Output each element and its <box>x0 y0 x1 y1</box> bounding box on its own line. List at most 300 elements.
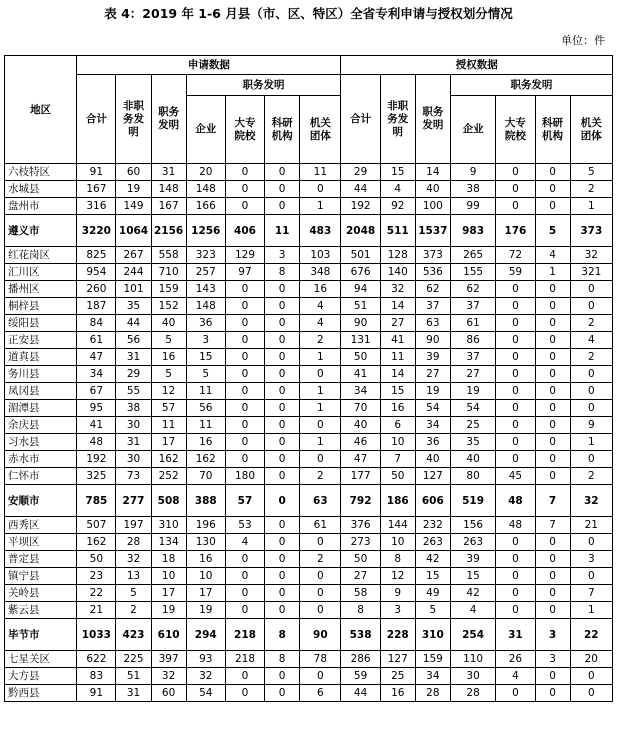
value-cell: 2 <box>300 551 341 568</box>
table-row <box>5 247 613 264</box>
value-cell: 0 <box>265 568 300 585</box>
value-cell: 0 <box>496 298 535 315</box>
table-row <box>5 281 613 298</box>
value-cell: 159 <box>151 281 186 298</box>
value-cell: 0 <box>265 468 300 485</box>
value-cell: 4 <box>496 668 535 685</box>
header-app-research: 科研机构 <box>265 96 300 164</box>
value-cell: 0 <box>496 281 535 298</box>
value-cell: 45 <box>496 468 535 485</box>
value-cell: 4 <box>535 247 570 264</box>
table-row <box>5 400 613 417</box>
value-cell: 2 <box>300 468 341 485</box>
value-cell: 5 <box>116 585 151 602</box>
header-app-service-invention: 职务发明 <box>186 75 341 96</box>
value-cell: 323 <box>186 247 225 264</box>
value-cell: 61 <box>450 315 495 332</box>
table-row <box>5 349 613 366</box>
value-cell: 10 <box>151 568 186 585</box>
value-cell: 86 <box>450 332 495 349</box>
value-cell: 0 <box>265 602 300 619</box>
value-cell: 67 <box>77 383 116 400</box>
value-cell: 25 <box>450 417 495 434</box>
value-cell: 388 <box>186 485 225 517</box>
value-cell: 103 <box>300 247 341 264</box>
header-grant-university: 大专院校 <box>496 96 535 164</box>
value-cell: 90 <box>415 332 450 349</box>
value-cell: 192 <box>77 451 116 468</box>
value-cell: 2 <box>300 332 341 349</box>
value-cell: 22 <box>570 619 612 651</box>
table-row <box>5 332 613 349</box>
table-row <box>5 164 613 181</box>
value-cell: 196 <box>186 517 225 534</box>
value-cell: 11 <box>380 349 415 366</box>
value-cell: 17 <box>186 585 225 602</box>
value-cell: 31 <box>151 164 186 181</box>
value-cell: 0 <box>265 198 300 215</box>
value-cell: 610 <box>151 619 186 651</box>
value-cell: 0 <box>535 468 570 485</box>
value-cell: 0 <box>535 349 570 366</box>
value-cell: 17 <box>151 585 186 602</box>
table-row <box>5 298 613 315</box>
value-cell: 0 <box>265 534 300 551</box>
value-cell: 0 <box>496 585 535 602</box>
value-cell: 1064 <box>116 215 151 247</box>
value-cell: 0 <box>535 434 570 451</box>
value-cell: 48 <box>496 517 535 534</box>
value-cell: 36 <box>186 315 225 332</box>
value-cell: 1 <box>535 264 570 281</box>
value-cell: 72 <box>496 247 535 264</box>
value-cell: 325 <box>77 468 116 485</box>
value-cell: 0 <box>300 451 341 468</box>
region-name: 汇川区 <box>5 264 77 281</box>
value-cell: 35 <box>450 434 495 451</box>
value-cell: 218 <box>225 651 264 668</box>
region-name: 大方县 <box>5 668 77 685</box>
value-cell: 538 <box>341 619 380 651</box>
value-cell: 16 <box>300 281 341 298</box>
header-grant-total: 合计 <box>341 75 380 164</box>
value-cell: 152 <box>151 298 186 315</box>
value-cell: 0 <box>300 534 341 551</box>
value-cell: 0 <box>535 451 570 468</box>
value-cell: 99 <box>450 198 495 215</box>
value-cell: 176 <box>496 215 535 247</box>
table-row <box>5 366 613 383</box>
value-cell: 0 <box>535 551 570 568</box>
value-cell: 397 <box>151 651 186 668</box>
value-cell: 0 <box>225 332 264 349</box>
value-cell: 0 <box>225 568 264 585</box>
value-cell: 34 <box>415 417 450 434</box>
region-name: 普定县 <box>5 551 77 568</box>
value-cell: 4 <box>225 534 264 551</box>
value-cell: 6 <box>300 685 341 702</box>
value-cell: 148 <box>151 181 186 198</box>
value-cell: 263 <box>415 534 450 551</box>
value-cell: 228 <box>380 619 415 651</box>
value-cell: 6 <box>380 417 415 434</box>
value-cell: 0 <box>570 400 612 417</box>
value-cell: 21 <box>570 517 612 534</box>
value-cell: 676 <box>341 264 380 281</box>
region-name: 七星关区 <box>5 651 77 668</box>
value-cell: 149 <box>116 198 151 215</box>
value-cell: 11 <box>151 417 186 434</box>
region-name: 关岭县 <box>5 585 77 602</box>
value-cell: 0 <box>225 181 264 198</box>
value-cell: 1 <box>300 198 341 215</box>
header-app-enterprise: 企业 <box>186 96 225 164</box>
value-cell: 0 <box>570 568 612 585</box>
value-cell: 12 <box>151 383 186 400</box>
value-cell: 8 <box>265 651 300 668</box>
value-cell: 31 <box>116 349 151 366</box>
value-cell: 423 <box>116 619 151 651</box>
table-row <box>5 417 613 434</box>
value-cell: 93 <box>186 651 225 668</box>
value-cell: 90 <box>300 619 341 651</box>
value-cell: 622 <box>77 651 116 668</box>
value-cell: 140 <box>380 264 415 281</box>
value-cell: 40 <box>450 451 495 468</box>
value-cell: 0 <box>225 417 264 434</box>
value-cell: 267 <box>116 247 151 264</box>
region-name: 务川县 <box>5 366 77 383</box>
value-cell: 0 <box>496 315 535 332</box>
region-name: 播州区 <box>5 281 77 298</box>
value-cell: 0 <box>265 298 300 315</box>
value-cell: 70 <box>186 468 225 485</box>
region-name: 仁怀市 <box>5 468 77 485</box>
value-cell: 0 <box>300 417 341 434</box>
value-cell: 186 <box>380 485 415 517</box>
value-cell: 63 <box>415 315 450 332</box>
value-cell: 22 <box>77 585 116 602</box>
value-cell: 41 <box>77 417 116 434</box>
value-cell: 0 <box>225 668 264 685</box>
region-name: 道真县 <box>5 349 77 366</box>
header-grant-enterprise: 企业 <box>450 96 495 164</box>
region-name: 绥阳县 <box>5 315 77 332</box>
value-cell: 0 <box>225 315 264 332</box>
value-cell: 44 <box>341 181 380 198</box>
value-cell: 4 <box>380 181 415 198</box>
value-cell: 90 <box>341 315 380 332</box>
value-cell: 95 <box>77 400 116 417</box>
value-cell: 5 <box>535 215 570 247</box>
value-cell: 0 <box>570 281 612 298</box>
value-cell: 5 <box>570 164 612 181</box>
city-row <box>5 215 613 247</box>
value-cell: 0 <box>535 685 570 702</box>
value-cell: 50 <box>341 349 380 366</box>
table-row <box>5 181 613 198</box>
value-cell: 2 <box>570 315 612 332</box>
city-row <box>5 485 613 517</box>
value-cell: 0 <box>496 568 535 585</box>
value-cell: 9 <box>450 164 495 181</box>
value-cell: 373 <box>415 247 450 264</box>
value-cell: 19 <box>186 602 225 619</box>
value-cell: 50 <box>77 551 116 568</box>
value-cell: 0 <box>265 485 300 517</box>
value-cell: 0 <box>265 517 300 534</box>
region-name: 习水县 <box>5 434 77 451</box>
region-name: 盘州市 <box>5 198 77 215</box>
value-cell: 38 <box>116 400 151 417</box>
value-cell: 0 <box>496 349 535 366</box>
value-cell: 28 <box>116 534 151 551</box>
value-cell: 143 <box>186 281 225 298</box>
value-cell: 519 <box>450 485 495 517</box>
value-cell: 10 <box>186 568 225 585</box>
header-app-non-service: 非职务发明 <box>116 75 151 164</box>
value-cell: 54 <box>186 685 225 702</box>
value-cell: 42 <box>415 551 450 568</box>
value-cell: 3220 <box>77 215 116 247</box>
value-cell: 0 <box>225 585 264 602</box>
region-name: 镇宁县 <box>5 568 77 585</box>
value-cell: 3 <box>265 247 300 264</box>
value-cell: 0 <box>570 298 612 315</box>
value-cell: 8 <box>341 602 380 619</box>
value-cell: 192 <box>341 198 380 215</box>
header-grant-research: 科研机构 <box>535 96 570 164</box>
value-cell: 60 <box>116 164 151 181</box>
value-cell: 0 <box>535 198 570 215</box>
value-cell: 4 <box>570 332 612 349</box>
value-cell: 17 <box>151 434 186 451</box>
value-cell: 0 <box>535 417 570 434</box>
value-cell: 785 <box>77 485 116 517</box>
patent-table <box>4 55 613 702</box>
value-cell: 0 <box>496 685 535 702</box>
value-cell: 0 <box>265 281 300 298</box>
value-cell: 8 <box>265 619 300 651</box>
value-cell: 0 <box>265 551 300 568</box>
value-cell: 2048 <box>341 215 380 247</box>
value-cell: 162 <box>186 451 225 468</box>
value-cell: 40 <box>341 417 380 434</box>
value-cell: 148 <box>186 181 225 198</box>
value-cell: 0 <box>496 366 535 383</box>
value-cell: 0 <box>265 451 300 468</box>
value-cell: 825 <box>77 247 116 264</box>
value-cell: 19 <box>116 181 151 198</box>
value-cell: 0 <box>265 417 300 434</box>
value-cell: 3 <box>570 551 612 568</box>
value-cell: 0 <box>496 534 535 551</box>
value-cell: 44 <box>341 685 380 702</box>
value-cell: 27 <box>415 366 450 383</box>
value-cell: 0 <box>496 417 535 434</box>
value-cell: 16 <box>380 685 415 702</box>
value-cell: 0 <box>570 685 612 702</box>
region-name: 桐梓县 <box>5 298 77 315</box>
value-cell: 162 <box>77 534 116 551</box>
region-name: 六枝特区 <box>5 164 77 181</box>
header-application: 申请数据 <box>77 56 341 75</box>
value-cell: 0 <box>535 534 570 551</box>
value-cell: 39 <box>450 551 495 568</box>
value-cell: 0 <box>265 668 300 685</box>
value-cell: 0 <box>265 400 300 417</box>
value-cell: 265 <box>450 247 495 264</box>
value-cell: 3 <box>535 651 570 668</box>
value-cell: 373 <box>570 215 612 247</box>
value-cell: 1537 <box>415 215 450 247</box>
value-cell: 16 <box>186 551 225 568</box>
value-cell: 0 <box>535 298 570 315</box>
value-cell: 2 <box>116 602 151 619</box>
value-cell: 40 <box>151 315 186 332</box>
value-cell: 31 <box>116 434 151 451</box>
table-body <box>5 164 613 702</box>
value-cell: 0 <box>265 164 300 181</box>
value-cell: 51 <box>341 298 380 315</box>
value-cell: 84 <box>77 315 116 332</box>
region-name: 平坝区 <box>5 534 77 551</box>
header-grant-government: 机关团体 <box>570 96 612 164</box>
value-cell: 1 <box>300 383 341 400</box>
region-name: 赤水市 <box>5 451 77 468</box>
value-cell: 134 <box>151 534 186 551</box>
value-cell: 15 <box>380 164 415 181</box>
table-row <box>5 264 613 281</box>
value-cell: 0 <box>535 281 570 298</box>
table-row <box>5 551 613 568</box>
value-cell: 92 <box>380 198 415 215</box>
value-cell: 100 <box>415 198 450 215</box>
value-cell: 1 <box>570 198 612 215</box>
value-cell: 0 <box>300 668 341 685</box>
value-cell: 167 <box>77 181 116 198</box>
value-cell: 0 <box>535 383 570 400</box>
value-cell: 54 <box>450 400 495 417</box>
value-cell: 0 <box>496 332 535 349</box>
value-cell: 0 <box>535 332 570 349</box>
value-cell: 129 <box>225 247 264 264</box>
value-cell: 0 <box>225 451 264 468</box>
value-cell: 54 <box>415 400 450 417</box>
value-cell: 60 <box>151 685 186 702</box>
table-row <box>5 434 613 451</box>
region-name: 西秀区 <box>5 517 77 534</box>
value-cell: 128 <box>380 247 415 264</box>
value-cell: 277 <box>116 485 151 517</box>
value-cell: 78 <box>300 651 341 668</box>
value-cell: 37 <box>415 298 450 315</box>
header-region: 地区 <box>5 56 77 164</box>
value-cell: 23 <box>77 568 116 585</box>
value-cell: 16 <box>186 434 225 451</box>
table-row <box>5 668 613 685</box>
value-cell: 16 <box>151 349 186 366</box>
value-cell: 37 <box>450 349 495 366</box>
value-cell: 15 <box>415 568 450 585</box>
value-cell: 244 <box>116 264 151 281</box>
value-cell: 3 <box>535 619 570 651</box>
value-cell: 26 <box>496 651 535 668</box>
value-cell: 0 <box>265 315 300 332</box>
value-cell: 0 <box>496 602 535 619</box>
value-cell: 55 <box>116 383 151 400</box>
value-cell: 310 <box>151 517 186 534</box>
value-cell: 316 <box>77 198 116 215</box>
value-cell: 0 <box>535 181 570 198</box>
value-cell: 63 <box>300 485 341 517</box>
value-cell: 41 <box>341 366 380 383</box>
header-grant-service-invention: 职务发明 <box>450 75 612 96</box>
value-cell: 27 <box>450 366 495 383</box>
value-cell: 59 <box>341 668 380 685</box>
value-cell: 20 <box>186 164 225 181</box>
value-cell: 30 <box>116 451 151 468</box>
table-row <box>5 534 613 551</box>
value-cell: 19 <box>151 602 186 619</box>
value-cell: 1256 <box>186 215 225 247</box>
value-cell: 28 <box>450 685 495 702</box>
value-cell: 56 <box>186 400 225 417</box>
value-cell: 156 <box>450 517 495 534</box>
value-cell: 8 <box>380 551 415 568</box>
value-cell: 606 <box>415 485 450 517</box>
value-cell: 40 <box>415 451 450 468</box>
value-cell: 42 <box>450 585 495 602</box>
value-cell: 0 <box>225 685 264 702</box>
value-cell: 954 <box>77 264 116 281</box>
value-cell: 21 <box>77 602 116 619</box>
value-cell: 50 <box>341 551 380 568</box>
value-cell: 11 <box>186 383 225 400</box>
value-cell: 348 <box>300 264 341 281</box>
value-cell: 159 <box>415 651 450 668</box>
value-cell: 130 <box>186 534 225 551</box>
value-cell: 127 <box>380 651 415 668</box>
value-cell: 61 <box>300 517 341 534</box>
value-cell: 7 <box>535 485 570 517</box>
value-cell: 18 <box>151 551 186 568</box>
value-cell: 0 <box>265 585 300 602</box>
value-cell: 51 <box>116 668 151 685</box>
value-cell: 7 <box>380 451 415 468</box>
value-cell: 0 <box>570 534 612 551</box>
value-cell: 0 <box>535 668 570 685</box>
value-cell: 252 <box>151 468 186 485</box>
value-cell: 94 <box>341 281 380 298</box>
value-cell: 11 <box>300 164 341 181</box>
value-cell: 47 <box>77 349 116 366</box>
value-cell: 101 <box>116 281 151 298</box>
value-cell: 1 <box>300 434 341 451</box>
value-cell: 32 <box>380 281 415 298</box>
value-cell: 29 <box>341 164 380 181</box>
value-cell: 4 <box>300 298 341 315</box>
value-cell: 232 <box>415 517 450 534</box>
table-row <box>5 602 613 619</box>
value-cell: 0 <box>265 685 300 702</box>
value-cell: 536 <box>415 264 450 281</box>
value-cell: 0 <box>496 451 535 468</box>
value-cell: 5 <box>151 366 186 383</box>
value-cell: 32 <box>116 551 151 568</box>
value-cell: 48 <box>496 485 535 517</box>
value-cell: 148 <box>186 298 225 315</box>
